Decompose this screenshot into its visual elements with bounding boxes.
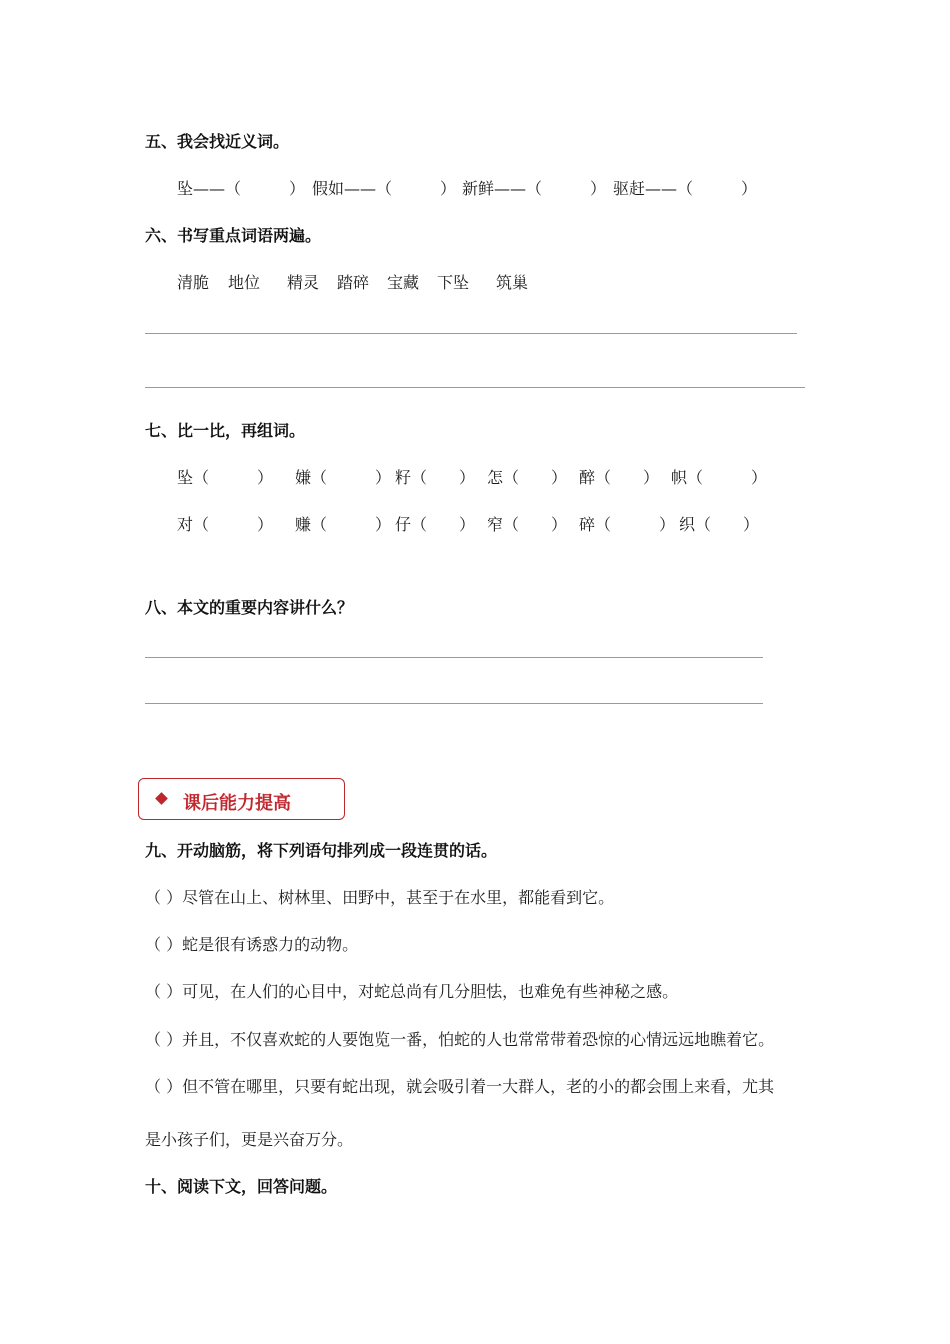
key-word: 清脆	[177, 273, 210, 292]
ordering-sentence: （ ）蛇是很有诱惑力的动物。	[145, 935, 359, 954]
compare-item: 帜（ ）	[671, 468, 768, 487]
ordering-sentence: （ ）可见，在人们的心目中，对蛇总尚有几分胆怯，也难免有些神秘之感。	[145, 982, 679, 1001]
compare-item: 怎（ ）	[487, 468, 568, 487]
section-8-title: 八、本文的重要内容讲什么？	[145, 598, 354, 617]
writing-line[interactable]	[145, 333, 797, 334]
synonym-item: 坠——（ ）	[177, 179, 306, 198]
synonym-item: 假如——（ ）	[312, 179, 457, 198]
compare-item: 对（ ）	[177, 515, 274, 534]
diamond-icon	[155, 792, 168, 805]
section-5-title: 五、我会找近义词。	[145, 132, 290, 151]
after-class-badge	[138, 778, 345, 820]
synonym-item: 驱赶——（ ）	[613, 179, 758, 198]
ordering-sentence: （ ）并且，不仅喜欢蛇的人要饱览一番，怕蛇的人也常常带着恐惊的心情远远地瞧着它。	[145, 1030, 775, 1049]
key-word: 下坠	[437, 273, 470, 292]
section-9-title: 九、开动脑筋，将下列语句排列成一段连贯的话。	[145, 841, 498, 860]
key-word: 地位	[228, 273, 261, 292]
key-word: 精灵	[287, 273, 320, 292]
section-7-title: 七、比一比，再组词。	[145, 421, 306, 440]
compare-item: 仔（ ）	[395, 515, 476, 534]
compare-item: 坠（ ）	[177, 468, 274, 487]
answer-line[interactable]	[145, 703, 763, 704]
key-word: 筑巢	[496, 273, 529, 292]
answer-line[interactable]	[145, 657, 763, 658]
ordering-sentence: （ ）尽管在山上、树林里、田野中，甚至于在水里，都能看到它。	[145, 888, 615, 907]
section-10-title: 十、阅读下文，回答问题。	[145, 1177, 338, 1196]
ordering-sentence-continued: 是小孩子们，更是兴奋万分。	[145, 1130, 354, 1149]
compare-item: 籽（ ）	[395, 468, 476, 487]
writing-line[interactable]	[145, 387, 805, 388]
compare-item: 碎（ ）	[579, 515, 676, 534]
key-word: 踏碎	[337, 273, 370, 292]
compare-item: 窄（ ）	[487, 515, 568, 534]
compare-item: 赚（ ）	[295, 515, 392, 534]
synonym-item: 新鲜——（ ）	[462, 179, 607, 198]
badge-label: 课后能力提高	[183, 793, 291, 814]
compare-item: 织（ ）	[679, 515, 760, 534]
compare-item: 醉（ ）	[579, 468, 660, 487]
key-word: 宝藏	[387, 273, 420, 292]
section-6-title: 六、书写重点词语两遍。	[145, 226, 322, 245]
compare-item: 嫌（ ）	[295, 468, 392, 487]
ordering-sentence: （ ）但不管在哪里，只要有蛇出现，就会吸引着一大群人，老的小的都会围上来看，尤其	[145, 1077, 775, 1096]
